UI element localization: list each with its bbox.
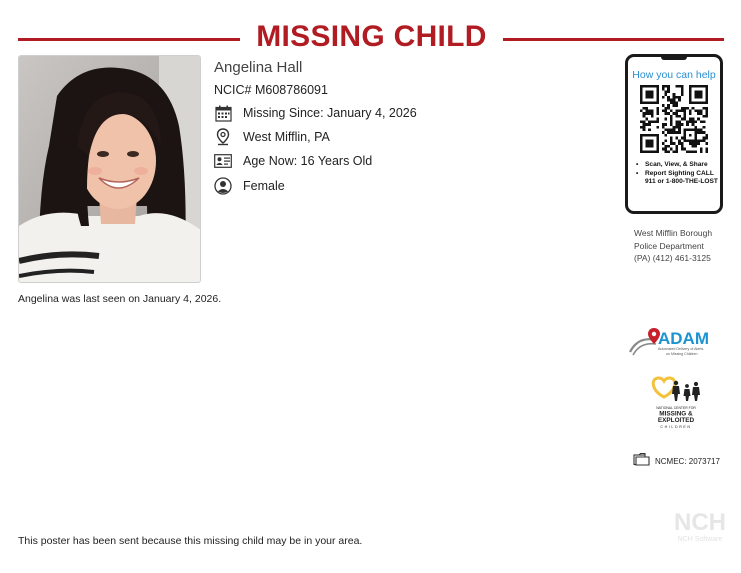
age-text: Age Now: 16 Years Old [243,154,373,168]
header-rule-left [18,38,240,41]
agency-phone: (PA) (412) 461-3125 [634,253,711,263]
missing-since-row [214,103,417,123]
folder-icon [633,452,650,471]
child-photo [18,55,201,283]
calendar-icon [214,104,232,122]
footer-note: This poster has been sent because this missing child may be in your area. [18,535,363,547]
ncmec-line-2: MISSING & [659,410,693,418]
id-card-icon [214,152,232,170]
location-text: West Mifflin, PA [243,130,330,144]
ncmec-case-row [633,453,720,469]
person-icon [214,177,232,195]
help-bullet-report: • Report Sighting CALL 911 or 1-800-THE-LOST [636,170,720,187]
last-seen-text: Angelina was last seen on January 4, 2026. [18,293,222,305]
child-name: Angelina Hall [214,59,303,76]
adam-tagline-1: Automated Delivery of Alerts [658,347,704,351]
header-rule-right [503,38,724,41]
adam-logo-text: ADAM [658,329,709,348]
help-title: How you can help [632,69,716,81]
ncmec-line-3: EXPLOITED [657,417,695,424]
map-pin-icon [214,128,232,146]
ncic-number: NCIC# M608786091 [214,83,328,97]
nch-tagline: NCH Software [677,536,723,543]
help-phone-panel [625,54,723,214]
agency-contact [634,227,712,265]
ncmec-case-number: NCMEC: 2073717 [655,456,720,466]
help-bullets [636,161,720,187]
missing-since-text: Missing Since: January 4, 2026 [243,106,417,120]
age-row [214,151,373,171]
poster-title: MISSING CHILD [256,20,487,53]
nch-software-logo [672,505,728,545]
nch-logo-text: NCH [674,509,726,536]
help-bullet-share: • Scan, View, & Share [636,161,720,170]
ncmec-line-1: NATIONAL CENTER FOR [656,406,696,410]
ncmec-line-4: CHILDREN [660,425,692,429]
ncmec-logo [648,375,704,433]
qr-code-icon[interactable] [640,85,708,153]
agency-line-2: Police Department [634,240,704,251]
location-row [214,127,330,147]
phone-notch [661,56,687,60]
agency-line-1: West Mifflin Borough [634,228,713,238]
adam-tagline-2: on Missing Children [666,352,698,356]
gender-text: Female [243,179,285,193]
adam-logo [628,326,720,360]
gender-row [214,176,285,196]
